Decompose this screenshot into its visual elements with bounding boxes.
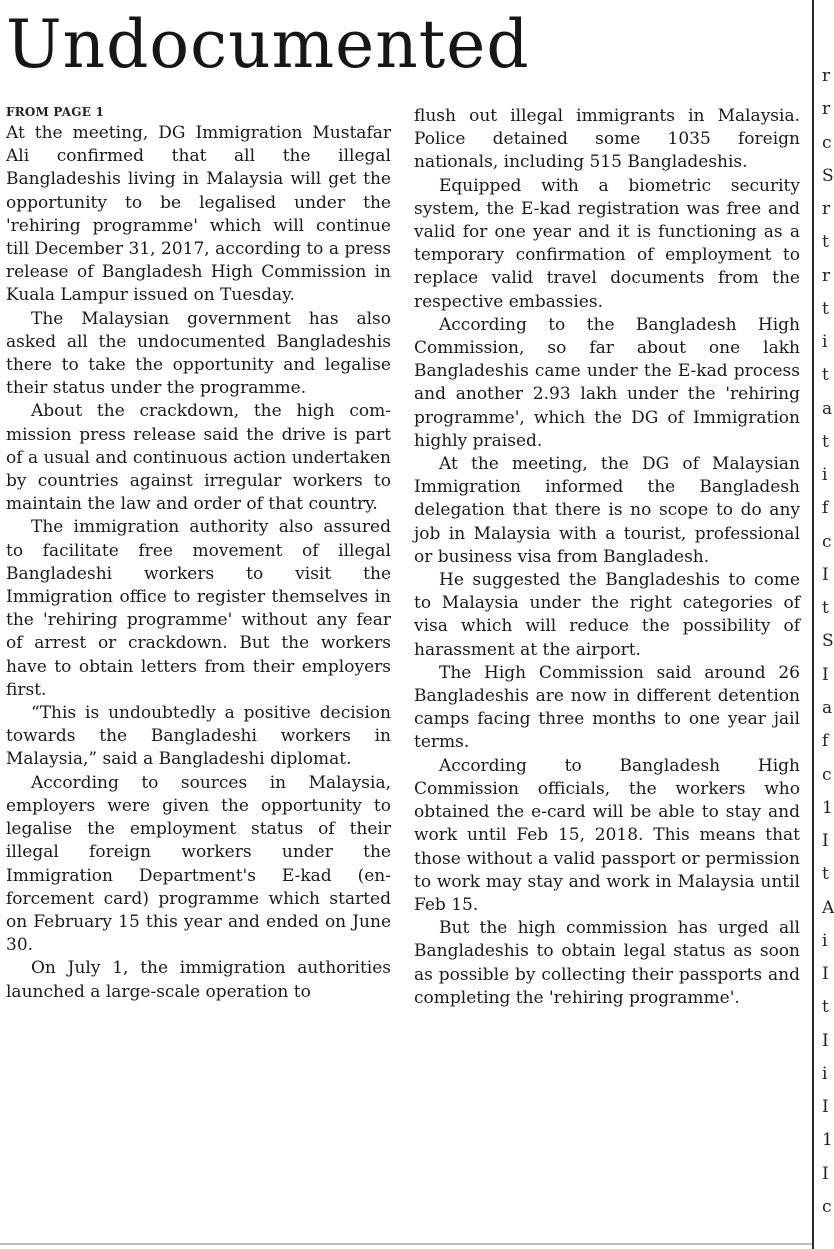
- article-paragraph: According to the Bangladesh High Commission, so far about one lakh Bangladeshis came under the E-kad process and another 2.93 lakh under the 'rehiring programme', which the DG of Immigration highly praised.: [414, 314, 800, 451]
- adjacent-article-fragment: t: [822, 365, 829, 386]
- adjacent-article-fragment: c: [822, 764, 832, 785]
- continuation-kicker: FROM PAGE 1: [6, 105, 104, 119]
- adjacent-article-fragment: S: [822, 165, 834, 186]
- adjacent-article-fragment: t: [822, 997, 829, 1018]
- adjacent-article-fragment: i: [822, 930, 828, 951]
- adjacent-article-fragment: I: [822, 1030, 829, 1051]
- article-paragraph: At the meeting, the DG of Malaysian Immigration informed the Bangladesh delegation that there is no scope to do any job in Malaysia with a tourist, professional or business visa from Bangladesh.: [414, 454, 800, 567]
- adjacent-article-fragment: i: [822, 465, 828, 486]
- adjacent-article-fragment: a: [822, 398, 833, 419]
- adjacent-article-edge: [818, 0, 834, 1249]
- adjacent-article-fragment: i: [822, 1063, 828, 1084]
- adjacent-article-fragment: 1: [822, 797, 833, 818]
- adjacent-article-fragment: I: [822, 831, 829, 852]
- bottom-rule: [0, 1243, 812, 1245]
- adjacent-article-fragment: t: [822, 298, 829, 319]
- article-headline: Undocumented: [6, 6, 530, 83]
- column-divider-rule: [812, 0, 814, 1249]
- adjacent-article-fragment: 1: [822, 1130, 833, 1151]
- adjacent-article-fragment: I: [822, 964, 829, 985]
- adjacent-article-fragment: t: [822, 232, 829, 253]
- adjacent-article-fragment: c: [822, 1196, 832, 1217]
- adjacent-article-fragment: I: [822, 664, 829, 685]
- article-paragraph: According to Bangladesh High Commission officials, the workers who obtained the e-card will be able to stay and work until Feb 15, 2018. This means that those without a valid passport or permission to work may stay and work in Malaysia until Feb 15.: [414, 755, 800, 915]
- adjacent-article-fragment: t: [822, 598, 829, 619]
- adjacent-article-fragment: r: [822, 265, 831, 286]
- adjacent-article-fragment: S: [822, 631, 834, 652]
- adjacent-article-fragment: A: [822, 897, 834, 918]
- article-paragraph: The Malaysian government has also asked all the undocumented Bangladeshis there to take the opportunity and legalise their status under the programme.: [6, 308, 391, 399]
- adjacent-article-fragment: t: [822, 864, 829, 885]
- adjacent-article-fragment: i: [822, 332, 828, 353]
- article-paragraph: flush out illegal immigrants in Malaysia. Police detained some 1035 foreign nationals, including 515 Bangladeshis.: [414, 106, 800, 173]
- article-column-left: [6, 103, 391, 1004]
- article-paragraph: At the meeting, DG Immigration Mustafar Ali confirmed that all the illegal Bangladeshis living in Malaysia will get the opportunity to be legalised under the 'rehiring programme' which will continue till December 31, 2017, according to a press release of Bangladesh High Commission in Kuala Lampur issued on Tuesday.: [6, 123, 391, 306]
- adjacent-article-fragment: c: [822, 531, 832, 552]
- article-paragraph: He suggested the Bangladeshis to come to Malaysia under the right categories of visa which will reduce the possibility of harassment at the airport.: [414, 570, 800, 660]
- adjacent-article-fragment: a: [822, 698, 833, 719]
- article-paragraph: On July 1, the immigration authorities launched a large-scale operation to: [6, 958, 391, 1002]
- adjacent-article-fragment: f: [822, 731, 829, 752]
- adjacent-article-fragment: f: [822, 498, 829, 519]
- article-paragraph: About the crackdown, the high commission press release said the drive is part of a usual and continuous action undertaken by countries against irregular workers to maintain the law and order of that country.: [6, 401, 391, 515]
- article-paragraph: The High Commission said around 26 Bangladeshis are now in different detention camps facing three months to one year jail terms.: [414, 662, 800, 753]
- adjacent-article-fragment: r: [822, 99, 831, 120]
- adjacent-article-fragment: I: [822, 1097, 829, 1118]
- article-paragraph: Equipped with a biometric security system, the E-kad registration was free and valid for one year and it is functioning as a temporary confirmation of employment to replace valid travel documents from the respective embassies.: [414, 175, 800, 312]
- article-paragraph: According to sources in Malaysia, employers were given the opportunity to legalise the employment status of their illegal foreign workers under the Immigration Department's E-kad (enforcement card) programme which started on February 15 this year and ended on June 30.: [6, 772, 391, 956]
- adjacent-article-fragment: I: [822, 564, 829, 585]
- article-column-right: [414, 105, 800, 1010]
- adjacent-article-fragment: r: [822, 199, 831, 220]
- adjacent-article-fragment: c: [822, 132, 832, 153]
- article-paragraph: But the high commission has urged all Bangladeshis to obtain legal status as soon as possible by collecting their passports and completing the 'rehiring programme'.: [414, 918, 800, 1008]
- article-paragraph: “This is undoubtedly a positive decision towards the Bangladeshi workers in Malaysia,” said a Bangladeshi diplomat.: [6, 703, 391, 770]
- article-paragraph: The immigration authority also assured to facilitate free movement of illegal Bangladeshi workers to visit the Immigration office to register themselves in the 'rehiring programme' without any fear of arrest or crackdown. But the workers have to obtain letters from their employers first.: [6, 517, 391, 700]
- adjacent-article-fragment: I: [822, 1163, 829, 1184]
- adjacent-article-fragment: t: [822, 431, 829, 452]
- adjacent-article-fragment: r: [822, 66, 831, 86]
